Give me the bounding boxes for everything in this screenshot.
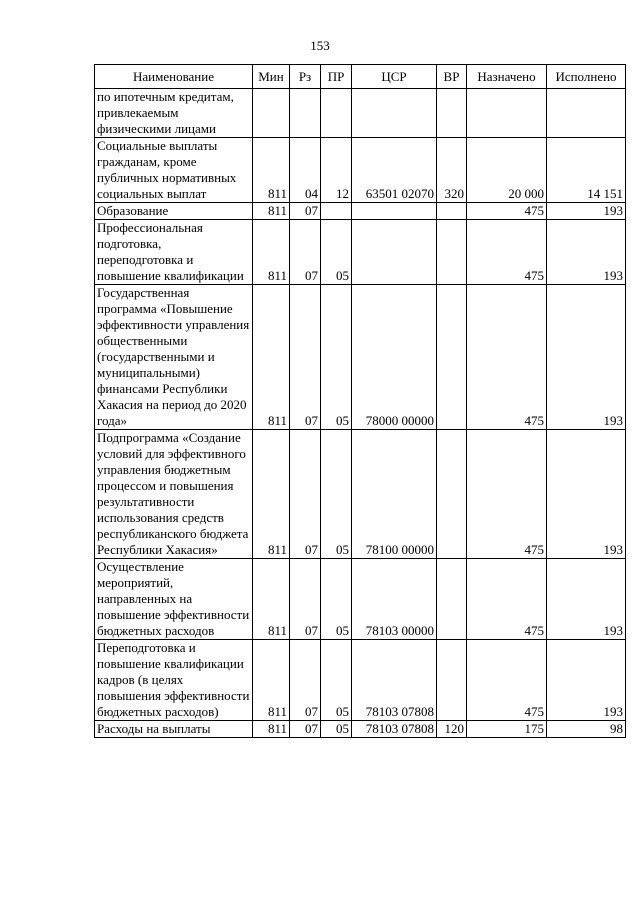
row-csr	[352, 220, 437, 285]
row-vr	[437, 430, 467, 559]
row-vr	[437, 203, 467, 220]
row-pr: 05	[321, 285, 352, 430]
row-name: Расходы на выплаты	[95, 721, 253, 738]
row-pr: 05	[321, 640, 352, 721]
row-vr	[437, 285, 467, 430]
table-row	[95, 220, 626, 285]
row-min: 811	[253, 285, 290, 430]
row-executed: 98	[547, 721, 626, 738]
table-row	[95, 430, 626, 559]
header-csr: ЦСР	[352, 65, 437, 89]
row-assigned: 475	[467, 285, 547, 430]
row-min: 811	[253, 721, 290, 738]
row-csr: 78103 07808	[352, 721, 437, 738]
row-pr	[321, 89, 352, 138]
row-rz: 07	[290, 203, 321, 220]
row-executed: 193	[547, 285, 626, 430]
header-min: Мин	[253, 65, 290, 89]
row-assigned: 475	[467, 203, 547, 220]
header-rz: Рз	[290, 65, 321, 89]
row-csr: 63501 02070	[352, 138, 437, 203]
row-vr	[437, 559, 467, 640]
budget-table	[94, 64, 626, 738]
row-min: 811	[253, 220, 290, 285]
row-executed: 193	[547, 430, 626, 559]
row-assigned: 175	[467, 721, 547, 738]
row-min: 811	[253, 430, 290, 559]
row-name: по ипотечным кредитам, привлекаемым физическими лицами	[95, 89, 253, 138]
row-rz: 07	[290, 559, 321, 640]
header-name: Наименование	[95, 65, 253, 89]
table-row	[95, 203, 626, 220]
table-row	[95, 721, 626, 738]
table-row	[95, 285, 626, 430]
table-row	[95, 640, 626, 721]
row-min: 811	[253, 640, 290, 721]
row-executed: 193	[547, 220, 626, 285]
row-assigned: 475	[467, 559, 547, 640]
page-number: 153	[310, 38, 330, 53]
row-name: Образование	[95, 203, 253, 220]
row-rz: 07	[290, 430, 321, 559]
header-pr: ПР	[321, 65, 352, 89]
row-name: Государственная программа «Повышение эффективности управления общественными (государственными и муниципальными) финансами Республики Хакасия на период до 2020 года»	[95, 285, 253, 430]
row-min: 811	[253, 138, 290, 203]
row-vr	[437, 640, 467, 721]
row-vr: 320	[437, 138, 467, 203]
row-csr	[352, 203, 437, 220]
table-row	[95, 138, 626, 203]
row-name: Осуществление мероприятий, направленных на повышение эффективности бюджетных расходов	[95, 559, 253, 640]
row-name: Подпрограмма «Создание условий для эффективного управления бюджетным процессом и повышения результативности использования средств республиканского бюджета Республики Хакасия»	[95, 430, 253, 559]
row-csr: 78000 00000	[352, 285, 437, 430]
row-assigned	[467, 89, 547, 138]
row-pr: 05	[321, 220, 352, 285]
row-executed: 193	[547, 640, 626, 721]
row-csr: 78103 07808	[352, 640, 437, 721]
row-name: Переподготовка и повышение квалификации кадров (в целях повышения эффективности бюджетных расходов)	[95, 640, 253, 721]
table-row	[95, 559, 626, 640]
row-csr: 78100 00000	[352, 430, 437, 559]
row-min	[253, 89, 290, 138]
row-name: Социальные выплаты гражданам, кроме публичных нормативных социальных выплат	[95, 138, 253, 203]
row-rz: 04	[290, 138, 321, 203]
row-executed: 193	[547, 559, 626, 640]
row-rz: 07	[290, 721, 321, 738]
row-pr: 05	[321, 721, 352, 738]
row-executed: 14 151	[547, 138, 626, 203]
row-rz	[290, 89, 321, 138]
row-rz: 07	[290, 220, 321, 285]
row-vr	[437, 220, 467, 285]
row-assigned: 475	[467, 430, 547, 559]
row-rz: 07	[290, 285, 321, 430]
table-header-row	[95, 65, 626, 89]
row-csr	[352, 89, 437, 138]
row-assigned: 475	[467, 640, 547, 721]
header-assigned: Назначено	[467, 65, 547, 89]
row-executed	[547, 89, 626, 138]
row-assigned: 20 000	[467, 138, 547, 203]
row-pr: 12	[321, 138, 352, 203]
table-row	[95, 89, 626, 138]
row-pr: 05	[321, 559, 352, 640]
row-min: 811	[253, 203, 290, 220]
row-csr: 78103 00000	[352, 559, 437, 640]
row-pr	[321, 203, 352, 220]
row-min: 811	[253, 559, 290, 640]
row-rz: 07	[290, 640, 321, 721]
row-assigned: 475	[467, 220, 547, 285]
row-name: Профессиональная подготовка, переподготовка и повышение квалификации	[95, 220, 253, 285]
row-vr	[437, 89, 467, 138]
row-executed: 193	[547, 203, 626, 220]
header-executed: Исполнено	[547, 65, 626, 89]
header-vr: ВР	[437, 65, 467, 89]
row-pr: 05	[321, 430, 352, 559]
row-vr: 120	[437, 721, 467, 738]
